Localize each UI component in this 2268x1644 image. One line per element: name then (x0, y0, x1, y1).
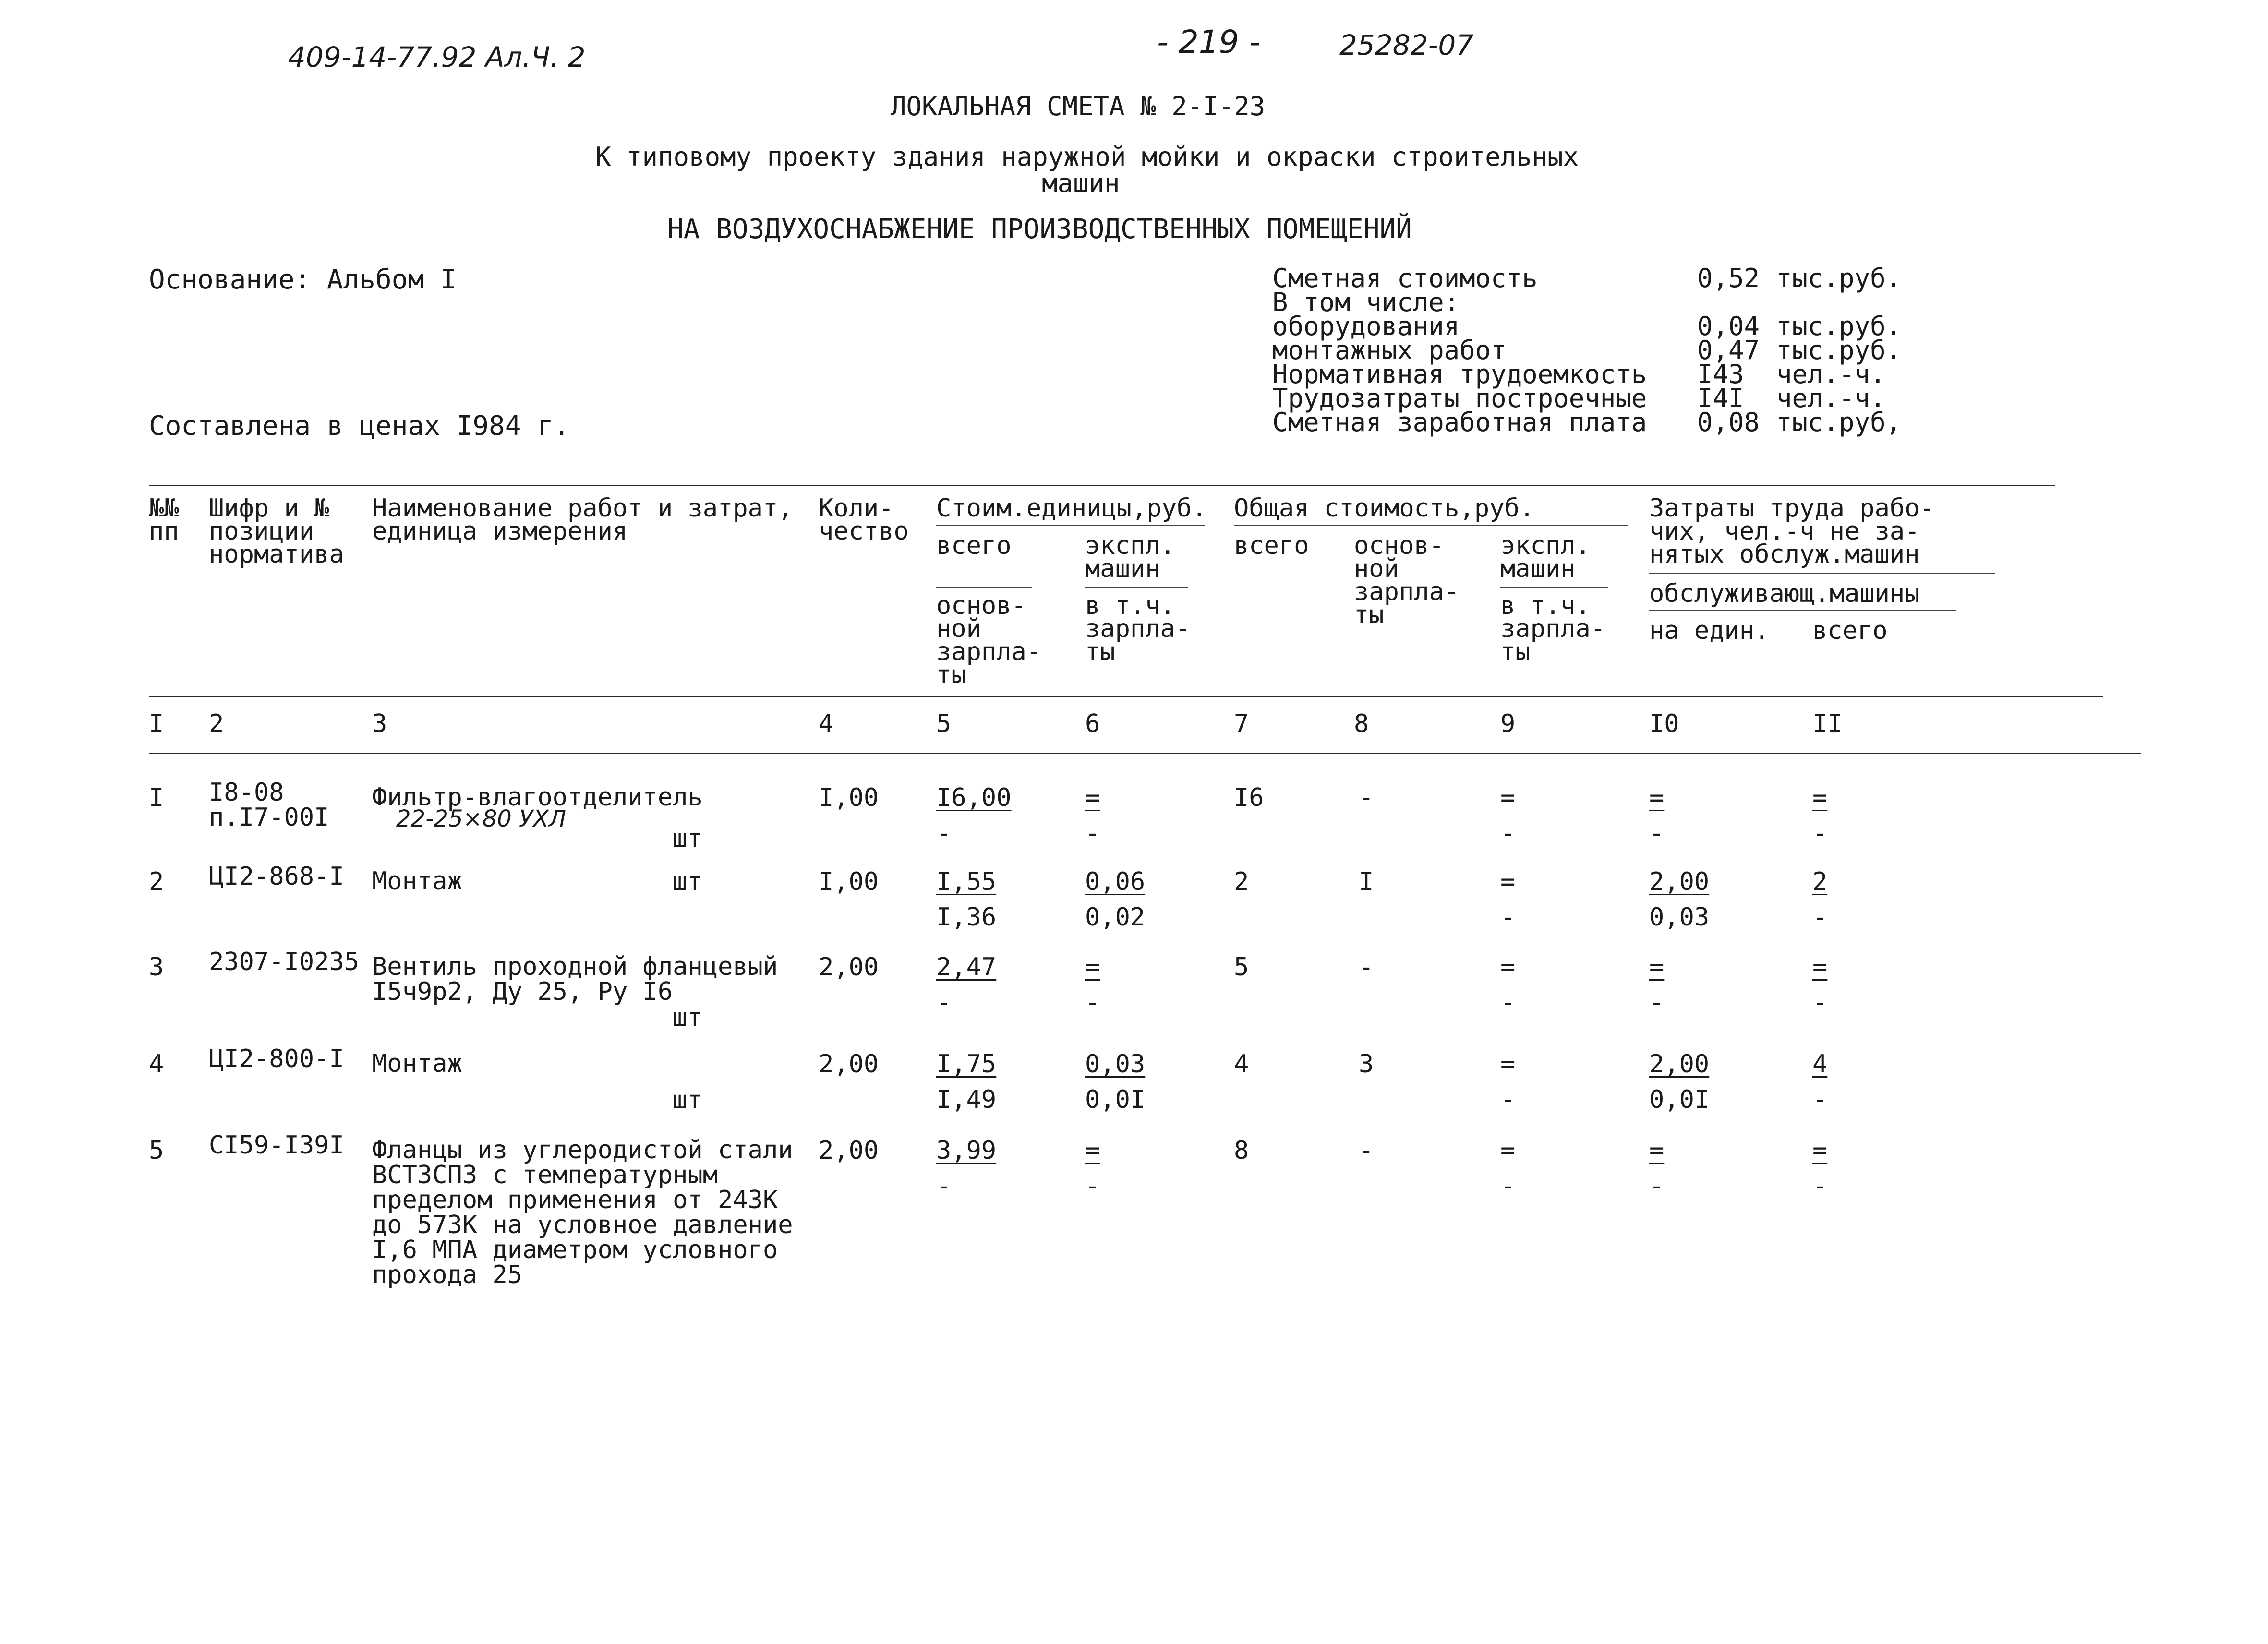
row-labor-total-machine: - (1812, 988, 1828, 1017)
rule-c5 (936, 587, 1032, 588)
row-unit-total: I6,00 (936, 783, 1012, 812)
header-total-cost: Общая стоимость,руб. (1234, 494, 1535, 523)
summary-value: 0,52 (1697, 263, 1760, 293)
header-c1: №№ пп (149, 494, 179, 546)
prices-year: Составлена в ценах I984 г. (149, 410, 570, 442)
row-code: СI59-I39I (209, 1131, 344, 1160)
row-unit-total: 2,47 (936, 953, 997, 982)
summary-unit: тыс.руб, (1776, 407, 1902, 437)
rule-c9 (1500, 587, 1608, 588)
row-unit: шт (672, 1086, 702, 1115)
column-number: I (149, 709, 164, 738)
row-unit-wage: I,49 (936, 1085, 997, 1114)
row-name: Монтаж (372, 1049, 462, 1078)
row-total: I6 (1234, 783, 1264, 812)
row-total-machine: = (1500, 953, 1516, 982)
summary-unit: тыс.руб. (1776, 335, 1902, 365)
row-code: I8-08 п.I7-00I (209, 778, 329, 832)
row-unit-machine-wage: 0,0I (1085, 1085, 1146, 1114)
row-total: 2 (1234, 867, 1249, 896)
header-unit-cost: Стоим.единицы,руб. (936, 494, 1207, 523)
stamp-number-handwritten: 25282-07 (1339, 29, 1474, 61)
summary-unit: чел.-ч. (1776, 359, 1886, 389)
summary-unit: тыс.руб. (1776, 263, 1902, 293)
row-labor-total: 4 (1812, 1050, 1828, 1079)
row-labor-unit: 2,00 (1649, 1050, 1710, 1079)
row-unit-wage: - (936, 988, 952, 1017)
row-unit-machine: 0,03 (1085, 1050, 1146, 1079)
row-labor-unit-machine: - (1649, 819, 1665, 848)
column-number: I0 (1649, 709, 1679, 738)
row-name: Монтаж (372, 867, 462, 896)
row-total: 5 (1234, 953, 1249, 982)
header-c9b: в т.ч. зарпла- ты (1500, 591, 1606, 666)
row-name: Вентиль проходной фланцевый I5ч9р2, Ду 25, Ру I6 (372, 952, 778, 1006)
header-c6a: экспл. машин (1085, 531, 1175, 583)
row-unit-machine-wage: - (1085, 988, 1100, 1017)
row-labor-total: 2 (1812, 867, 1828, 896)
row-qty: 2,00 (819, 953, 879, 982)
estimate-title: ЛОКАЛЬНАЯ СМЕТА № 2-I-23 (891, 91, 1266, 121)
summary-value: 0,04 (1697, 311, 1760, 341)
project-description-cont: машин (1042, 168, 1120, 198)
row-code: ЦI2-800-I (209, 1044, 344, 1073)
row-unit-wage: I,36 (936, 903, 997, 932)
row-qty: I,00 (819, 783, 879, 812)
row-number: I (149, 783, 164, 812)
row-code: 2307-I0235 (209, 948, 360, 976)
row-name: Фланцы из углеродистой стали ВСТ3СП3 с температурным пределом применения от 243К до 573К на условное давление I,6 МПА диаметром условного прохода 25 (372, 1136, 793, 1289)
row-total: 8 (1234, 1136, 1249, 1165)
header-labor: Затраты труда рабо- чих, чел.-ч не за- нятых обслуж.машин (1649, 494, 1935, 569)
row-total-machine-wage: - (1500, 1085, 1516, 1114)
header-c11: всего (1812, 616, 1888, 645)
summary-value: I4I (1697, 383, 1744, 413)
summary-value: 0,47 (1697, 335, 1760, 365)
row-labor-unit: 2,00 (1649, 867, 1710, 896)
row-total-machine-wage: - (1500, 819, 1516, 848)
row-name-handwritten: 22-25×80 УХЛ (396, 805, 567, 832)
row-total-wage: I (1359, 867, 1374, 896)
row-total-machine-wage: - (1500, 903, 1516, 932)
summary-unit: тыс.руб. (1776, 311, 1902, 341)
summary-label: В том числе: (1272, 287, 1460, 317)
row-labor-total-machine: - (1812, 819, 1828, 848)
header-c3: Наименование работ и затрат, единица измерения (372, 494, 793, 546)
row-qty: 2,00 (819, 1050, 879, 1079)
summary-label: Сметная стоимость (1272, 263, 1538, 293)
column-number: II (1812, 709, 1843, 738)
column-number: 4 (819, 709, 834, 738)
row-code: ЦI2-868-I (209, 862, 344, 891)
row-total-wage: - (1359, 783, 1374, 812)
summary-label: Нормативная трудоемкость (1272, 359, 1647, 389)
row-total-machine-wage: - (1500, 1172, 1516, 1200)
column-number: 6 (1085, 709, 1100, 738)
column-number: 2 (209, 709, 224, 738)
row-labor-total-machine: - (1812, 1172, 1828, 1200)
header-c5a: всего (936, 531, 1012, 560)
row-unit-machine-wage: 0,02 (1085, 903, 1146, 932)
row-unit-total: I,75 (936, 1050, 997, 1079)
row-labor-unit: = (1649, 1136, 1665, 1165)
row-labor-total: = (1812, 953, 1828, 982)
row-number: 5 (149, 1136, 164, 1165)
column-number: 3 (372, 709, 387, 738)
column-number: 8 (1354, 709, 1369, 738)
summary-value: 0,08 (1697, 407, 1760, 437)
header-top-rule (149, 485, 2055, 486)
row-labor-unit-machine: - (1649, 1172, 1665, 1200)
row-total: 4 (1234, 1050, 1249, 1079)
row-total-machine: = (1500, 783, 1516, 812)
column-number: 7 (1234, 709, 1249, 738)
row-number: 3 (149, 953, 164, 982)
row-name: Фильтр-влагоотделитель (372, 783, 703, 812)
row-labor-unit: = (1649, 783, 1665, 812)
row-number: 2 (149, 867, 164, 896)
header-labor-sub: обслуживающ.машины (1649, 579, 1920, 608)
row-labor-unit-machine: 0,0I (1649, 1085, 1710, 1114)
row-unit: шт (672, 867, 702, 896)
page-number-handwritten: - 219 - (1157, 24, 1261, 60)
row-total-wage: - (1359, 1136, 1374, 1165)
row-labor-total: = (1812, 1136, 1828, 1165)
row-unit-machine: = (1085, 783, 1100, 812)
row-unit-total: 3,99 (936, 1136, 997, 1165)
summary-label: монтажных работ (1272, 335, 1507, 365)
row-unit-wage: - (936, 819, 952, 848)
row-unit-machine-wage: - (1085, 819, 1100, 848)
column-number: 5 (936, 709, 952, 738)
header-c6b: в т.ч. зарпла- ты (1085, 591, 1191, 666)
header-c10: на един. (1649, 616, 1770, 645)
header-c8: основ- ной зарпла- ты (1354, 531, 1460, 629)
column-numbers-rule (149, 753, 2141, 754)
rule-c6 (1085, 587, 1188, 588)
row-unit: шт (672, 824, 702, 853)
row-unit-machine: 0,06 (1085, 867, 1146, 896)
row-total-wage: - (1359, 953, 1374, 982)
project-description: К типовому проекту здания наружной мойки и окраски строительных (595, 142, 1579, 172)
row-labor-unit: = (1649, 953, 1665, 982)
header-c5b: основ- ной зарпла- ты (936, 591, 1042, 689)
row-total-machine: = (1500, 1050, 1516, 1079)
row-labor-total: = (1812, 783, 1828, 812)
estimate-subject: НА ВОЗДУХОСНАБЖЕНИЕ ПРОИЗВОДСТВЕННЫХ ПОМЕЩЕНИЙ (667, 214, 1412, 245)
doc-code-handwritten: 409-14-77.92 Ал.Ч. 2 (288, 41, 586, 73)
header-c9a: экспл. машин (1500, 531, 1591, 583)
row-total-machine: = (1500, 867, 1516, 896)
row-total-wage: 3 (1359, 1050, 1374, 1079)
row-qty: I,00 (819, 867, 879, 896)
row-labor-total-machine: - (1812, 903, 1828, 932)
header-c7: всего (1234, 531, 1309, 560)
rule-labor-sub (1649, 610, 1956, 611)
row-unit-machine: = (1085, 953, 1100, 982)
row-total-machine: = (1500, 1136, 1516, 1165)
summary-label: Сметная заработная плата (1272, 407, 1647, 437)
header-bottom-rule (149, 696, 2103, 697)
row-unit: шт (672, 1003, 702, 1032)
summary-value: I43 (1697, 359, 1744, 389)
row-unit-wage: - (936, 1172, 952, 1200)
rule-total-cost (1234, 525, 1628, 526)
column-number: 9 (1500, 709, 1516, 738)
summary-label: оборудования (1272, 311, 1460, 341)
rule-labor (1649, 573, 1995, 574)
header-c2: Шифр и № позиции норматива (209, 494, 344, 569)
row-unit-total: I,55 (936, 867, 997, 896)
row-qty: 2,00 (819, 1136, 879, 1165)
row-labor-total-machine: - (1812, 1085, 1828, 1114)
summary-unit: чел.-ч. (1776, 383, 1886, 413)
header-c4: Коли- чество (819, 494, 909, 546)
row-number: 4 (149, 1050, 164, 1079)
basis: Основание: Альбом I (149, 264, 457, 295)
rule-unit-cost (936, 525, 1205, 526)
row-labor-unit-machine: 0,03 (1649, 903, 1710, 932)
row-unit-machine: = (1085, 1136, 1100, 1165)
summary-label: Трудозатраты построечные (1272, 383, 1647, 413)
row-labor-unit-machine: - (1649, 988, 1665, 1017)
row-unit-machine-wage: - (1085, 1172, 1100, 1200)
row-total-machine-wage: - (1500, 988, 1516, 1017)
